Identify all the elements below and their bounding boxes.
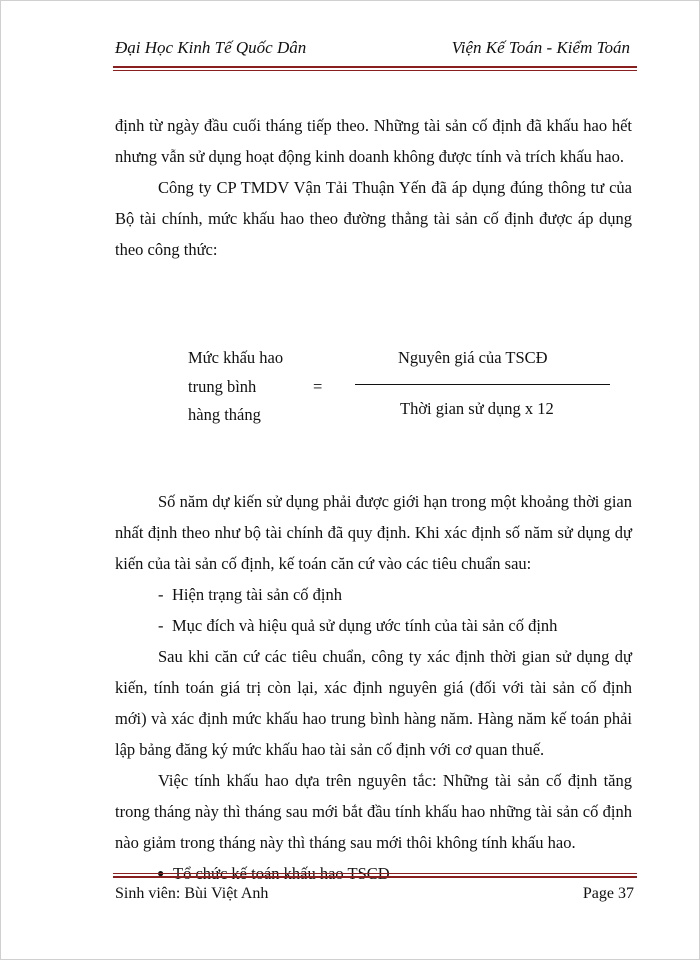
header-institute: Viện Kế Toán - Kiểm Toán xyxy=(451,38,630,57)
list-item-text: Hiện trạng tài sản cố định xyxy=(172,585,342,604)
list-item-text: Mục đích và hiệu quả sử dụng ước tính của tài sản cố định xyxy=(172,616,558,635)
paragraph-useful-life: Số năm dự kiến sử dụng phải được giới hạn trong một khoảng thời gian nhất định theo như bộ tài chính đã quy định. Khi xác định số năm sử dụng dự kiến của tài sản cố định, kế toán căn cứ vào các tiêu chuẩn sau: xyxy=(115,492,632,573)
formula-denominator: Thời gian sử dụng x 12 xyxy=(400,399,554,418)
dash-marker: - xyxy=(158,585,164,604)
footer-divider xyxy=(113,873,637,878)
paragraph-continuation: định từ ngày đầu cuối tháng tiếp theo. Những tài sản cố định đã khấu hao hết nhưng vẫn sử dụng hoạt động kinh doanh không được tính và trích khấu hao. xyxy=(115,116,632,166)
list-item xyxy=(115,610,632,641)
page-number: Page 37 xyxy=(582,885,634,902)
depreciation-formula xyxy=(115,265,632,450)
paragraph-principle: Việc tính khấu hao dựa trên nguyên tắc: Những tài sản cố định tăng trong tháng này thì tháng sau mới bắt đầu tính khấu hao những tài sản cố định nào giảm trong tháng này thì tháng sau mới thôi không tính khấu hao. xyxy=(115,771,632,852)
paragraph-company-policy: Công ty CP TMDV Vận Tải Thuận Yến đã áp dụng đúng thông tư của Bộ tài chính, mức khấu hao theo đường thẳng tài sản cố định được áp dụng theo công thức: xyxy=(115,178,632,259)
list-item xyxy=(115,579,632,610)
footer-student: Sinh viên: Bùi Việt Anh xyxy=(115,885,269,902)
formula-equals-sign: = xyxy=(313,377,323,396)
formula-fraction-bar xyxy=(355,384,610,385)
paragraph-after-criteria: Sau khi căn cứ các tiêu chuẩn, công ty xác định thời gian sử dụng dự kiến, tính toán giá trị còn lại, xác định nguyên giá (đối với tài sản cố định mới) và xác định mức khấu hao trung bình hàng năm. Hàng năm kế toán phải lập bảng đăng ký mức khấu hao tài sản cố định với cơ quan thuế. xyxy=(115,647,632,759)
formula-label-line2: trung bình xyxy=(188,377,257,396)
section-bullet-text: Tổ chức kế toán khấu hao TSCĐ xyxy=(173,864,390,883)
spacer xyxy=(115,450,632,486)
formula-label-line1: Mức khấu hao xyxy=(188,348,284,367)
page-header xyxy=(115,38,630,62)
formula-numerator: Nguyên giá của TSCĐ xyxy=(398,348,548,367)
document-body xyxy=(115,110,632,889)
header-divider xyxy=(113,66,637,71)
header-university: Đại Học Kinh Tế Quốc Dân xyxy=(115,38,307,57)
formula-label-line3: hàng tháng xyxy=(188,405,261,424)
dash-marker: - xyxy=(158,616,164,635)
page-footer xyxy=(115,885,634,909)
bullet-icon: ● xyxy=(157,866,165,880)
